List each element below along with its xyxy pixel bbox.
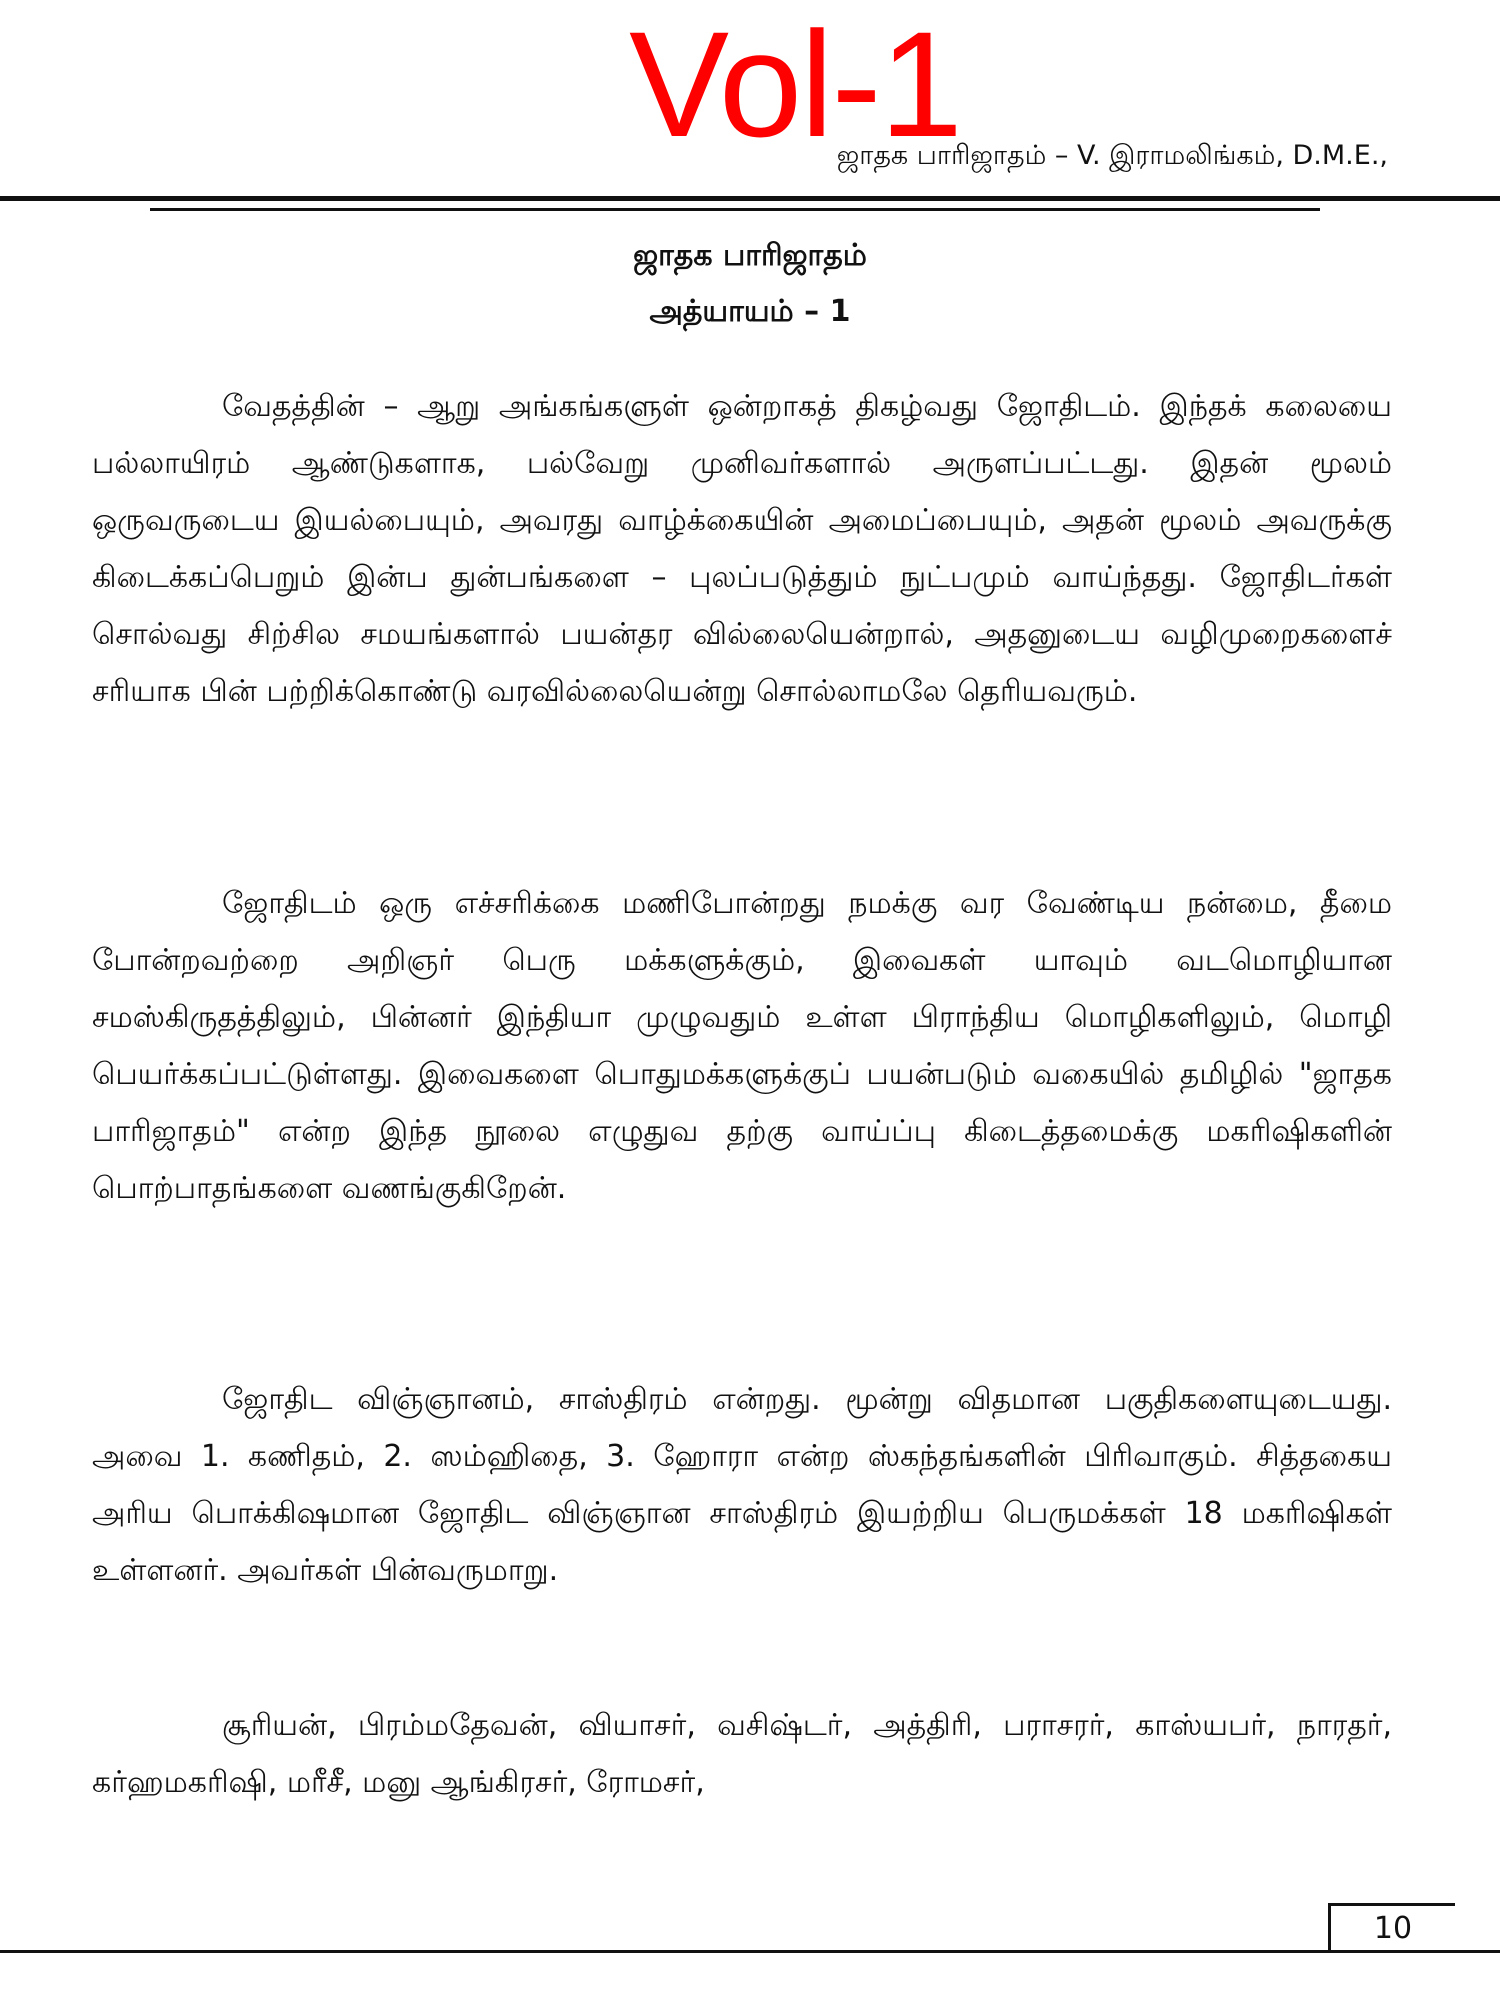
page-number: 10 — [1328, 1903, 1455, 1952]
paragraph-warning-bell: ஜோதிடம் ஒரு எச்சரிக்கை மணிபோன்றது நமக்கு வர வேண்டிய நன்மை, தீமை போன்றவற்றை அறிஞர் பெரு மக்களுக்கும், இவைகள் யாவும் வடமொழியான சமஸ்கிருதத்திலும், பின்னர் இந்தியா முழுவதும் உள்ள பிராந்திய மொழிகளிலும், மொழி பெயர்க்கப்பட்டுள்ளது. இவைகளை பொதுமக்களுக்குப் பயன்படும் வகையில் தமிழில் "ஜாதக பாரிஜாதம்" என்ற இந்த நூலை எழுதுவ தற்கு வாய்ப்பு கிடைத்தமைக்கு மகரிஷிகளின் பொற்பாதங்களை வணங்குகிறேன். — [92, 886, 1392, 1206]
paragraph-intro: வேதத்தின் – ஆறு அங்கங்களுள் ஒன்றாகத் திகழ்வது ஜோதிடம். இந்தக் கலையை பல்லாயிரம் ஆண்டுகளாக, பல்வேறு முனிவர்களால் அருளப்பட்டது. இதன் மூலம் ஒருவருடைய இயல்பையும், அவரது வாழ்க்கையின் அமைப்பையும், அதன் மூலம் அவருக்கு கிடைக்கப்பெறும் இன்ப துன்பங்களை – புலப்படுத்தும் நுட்பமும் வாய்ந்தது. ஜோதிடர்கள் சொல்வது சிற்சில சமயங்களால் பயன்தர வில்லையென்றால், அதனுடைய வழிமுறைகளைச் சரியாக பின் பற்றிக்கொண்டு வரவில்லையென்று சொல்லாமலே தெரியவரும். — [92, 389, 1392, 709]
chapter-title: அத்யாயம் – 1 — [649, 294, 851, 329]
paragraph-sages-list: சூரியன், பிரம்மதேவன், வியாசர், வசிஷ்டர், அத்திரி, பராசரர், காஸ்யபர், நாரதர், கர்ஹமகரிஷி, மரீசீ, மனு ஆங்கிரசர், ரோமசர், — [92, 1708, 1392, 1800]
header-rule — [0, 196, 1500, 201]
volume-label: Vol-1 — [629, 0, 961, 168]
running-header: ஜாதக பாரிஜாதம் – V. இராமலிங்கம், D.M.E., — [836, 140, 1388, 171]
footer-rule — [0, 1950, 1500, 1953]
document-title: ஜாதக பாரிஜாதம் — [633, 238, 867, 273]
header-rule-secondary — [150, 208, 1320, 211]
paragraph-branches: ஜோதிட விஞ்ஞானம், சாஸ்திரம் என்றது. மூன்று விதமான பகுதிகளையுடையது. அவை 1. கணிதம், 2. ஸம்ஹிதை, 3. ஹோரா என்ற ஸ்கந்தங்களின் பிரிவாகும். சித்தகைய அரிய பொக்கிஷமான ஜோதிட விஞ்ஞான சாஸ்திரம் இயற்றிய பெருமக்கள் 18 மகரிஷிகள் உள்ளனர். அவர்கள் பின்வருமாறு. — [92, 1382, 1392, 1588]
